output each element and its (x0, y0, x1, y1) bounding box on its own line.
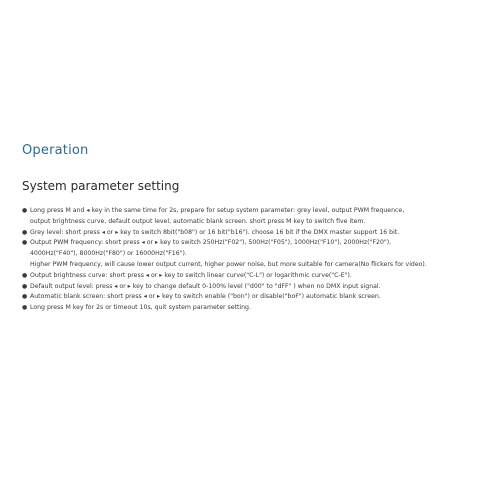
list-item (22, 238, 492, 270)
list-item-line: Output brightness curve: short press ◂ or ▸ key to switch linear curve("C-L") or logarithmic curve("C-E"). (30, 271, 352, 279)
bullet-icon: ● (22, 228, 28, 236)
list-item (22, 206, 492, 228)
list-item-line: Long press M and ◂ key in the same time for 2s, prepare for setup system parameter: grey level, output PWM frequence, (30, 207, 405, 214)
list-item-line: Automatic blank screen: short press ◂ or ▸ key to switch enable ("bon") or disable("boF") automatic blank screen. (30, 293, 381, 301)
list-item-line: Output PWM frequency: short press ◂ or ▸ key to switch 250Hz("F02"), 500Hz("F05"), 1000Hz("F10"), 2000Hz("F20"), (30, 239, 392, 247)
bullet-icon: ● (22, 271, 28, 279)
section-title: Operation (22, 143, 89, 158)
list-item-line: Higher PWM frequency, will cause lower output current, higher power noise, but more suitable for camera(No flickers for video). (30, 260, 427, 268)
bullet-icon: ● (22, 293, 28, 301)
bullet-icon: ● (22, 304, 28, 312)
parameter-list (22, 206, 492, 314)
list-item-line: Long press M key for 2s or timeout 10s, quit system parameter setting. (30, 304, 251, 312)
bullet-icon: ● (22, 207, 28, 214)
list-item (22, 292, 492, 303)
list-item-line: Default output level: press ◂ or ▸ key to change default 0-100% level ("d00" to "dFF" ) when no DMX input signal. (30, 282, 381, 290)
list-item-line: output brightness curve, default output level, automatic blank screen. short press M key to switch five item. (30, 217, 366, 225)
list-item (22, 228, 492, 239)
bullet-icon: ● (22, 282, 28, 290)
list-item-line: Grey level: short press ◂ or ▸ key to switch 8bit("b08") or 16 bit("b16"). choose 16 bit if the DMX master support 16 bit. (30, 228, 400, 236)
list-item (22, 282, 492, 293)
bullet-icon: ● (22, 239, 28, 247)
subsection-title: System parameter setting (22, 179, 180, 193)
list-item-line: 4000Hz("F40"), 8000Hz("F80") or 16000Hz("F16"). (30, 250, 187, 258)
list-item (22, 303, 492, 314)
list-item (22, 271, 492, 282)
